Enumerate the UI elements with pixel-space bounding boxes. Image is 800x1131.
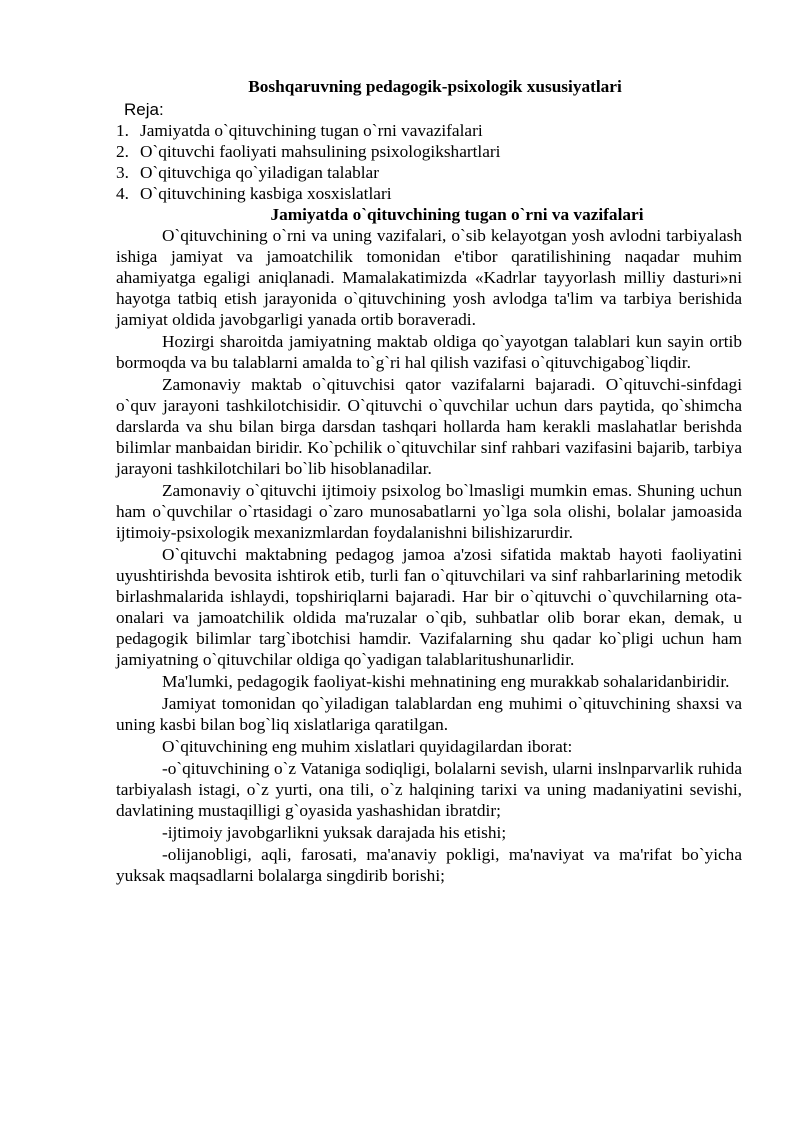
plan-item-number: 3. xyxy=(116,163,129,182)
plan-list xyxy=(116,120,742,204)
body-paragraph: Hozirgi sharoitda jamiyatning maktab oldiga qo`yayotgan talablari kun sayin ortib bormoqda va bu talablarni amalda to`g`ri hal qilish vazifasi o`qituvchigabog`liqdir. xyxy=(116,332,742,372)
plan-item xyxy=(116,162,742,183)
plan-item-number: 1. xyxy=(116,121,129,140)
body-paragraph: O`qituvchining eng muhim xislatlari quyidagilardan iborat: xyxy=(162,737,573,756)
body-paragraph: Jamiyat tomonidan qo`yiladigan talablardan eng muhimi o`qituvchining shaxsi va uning kasbi bilan bog`liq xislatlariga qaratilgan. xyxy=(116,694,742,734)
body-paragraph: Ma'lumki, pedagogik faoliyat-kishi mehnatining eng murakkab sohalaridanbiridir. xyxy=(162,672,730,691)
plan-item-number: 2. xyxy=(116,142,129,161)
document-page xyxy=(116,76,742,887)
plan-item-text: O`qituvchining kasbiga xosxislatlari xyxy=(140,184,392,203)
plan-item-number: 4. xyxy=(116,184,129,203)
body-paragraph: O`qituvchi maktabning pedagog jamoa a'zosi sifatida maktab hayoti faoliyatini uyushtirishda bevosita ishtirok etib, turli fan o`qituvchilari va sinf rahbarlarining metodik birlashmalarida ishlaydi, topshiriqlarni bajaradi. Har bir o`qituvchi o`quvchilarning ota-onalari va jamoatchilik oldida ma'ruzalar o`qib, suhbatlar olib borar ekan, demak, u pedagogik bilimlar targ`ibotchisi hamdir. Vazifalarning shu qadar ko`pligi uchun ham jamiyatning o`qituvchilar oldiga qo`yadigan talablaritushunarlidir. xyxy=(116,545,742,669)
document-title: Boshqaruvning pedagogik-psixologik xususiyatlari xyxy=(248,77,622,96)
section-title: Jamiyatda o`qituvchining tugan o`rni va vazifalari xyxy=(270,205,644,224)
body-paragraph: -ijtimoiy javobgarlikni yuksak darajada his etishi; xyxy=(162,823,507,842)
body-paragraph: O`qituvchining o`rni va uning vazifalari, o`sib kelayotgan yosh avlodni tarbiyalash ishiga jamiyat va jamoatchilik tomonidan e'tibor qaratilishining naqadar muhim ahamiyatga egaligi aniqlanadi. Mamalakatimizda «Kadrlar tayyorlash milliy dasturi»ni hayotga tatbiq etish jarayonida o`qituvchining yosh avlodga ta'lim va tarbiya berishida jamiyat oldida javobgarligi yanada ortib boraveradi. xyxy=(116,226,742,329)
plan-item-text: O`qituvchi faoliyati mahsulining psixologikshartlari xyxy=(140,142,501,161)
plan-item xyxy=(116,141,742,162)
body-paragraph: -olijanobligi, aqli, farosati, ma'anaviy pokligi, ma'naviyat va ma'rifat bo`yicha yuksak maqsadlarni bolalarga singdirib borishi; xyxy=(116,845,742,885)
plan-item-text: O`qituvchiga qo`yiladigan talablar xyxy=(140,163,379,182)
plan-label: Reja: xyxy=(124,100,164,119)
plan-item-text: Jamiyatda o`qituvchining tugan o`rni vavazifalari xyxy=(140,121,483,140)
plan-item xyxy=(116,183,742,204)
body-paragraph: Zamonaviy maktab o`qituvchisi qator vazifalarni bajaradi. O`qituvchi-sinfdagi o`quv jarayoni tashkilotchisidir. O`qituvchi o`quvchilar uchun dars paytida, qo`shimcha darslarda va shu bilan birga darsdan tashqari hollarda ham kerakli maslahatlar berishda bilimlar manbaidan biridir. Ko`pchilik o`qituvchilar sinf rahbari vazifasini bajarib, tarbiya jarayoni tashkilotchilari bo`lib hisoblanadilar. xyxy=(116,375,742,478)
body-paragraph: -o`qituvchining o`z Vataniga sodiqligi, bolalarni sevish, ularni inslnparvarlik ruhida tarbiyalash istagi, o`z yurti, ona tili, o`z halqining tarixi va uning madaniyatini sevishi, davlatining mustaqilligi g`oyasida yashashidan ibratdir; xyxy=(116,759,742,820)
plan-item xyxy=(116,120,742,141)
body-paragraph: Zamonaviy o`qituvchi ijtimoiy psixolog bo`lmasligi mumkin emas. Shuning uchun ham o`quvchilar o`rtasidagi o`zaro munosabatlarni yo`lga sola olishi, bolalar jamoasida ijtimoiy-psixologik mexanizmlardan foydalanishni bilishizarurdir. xyxy=(116,481,742,542)
